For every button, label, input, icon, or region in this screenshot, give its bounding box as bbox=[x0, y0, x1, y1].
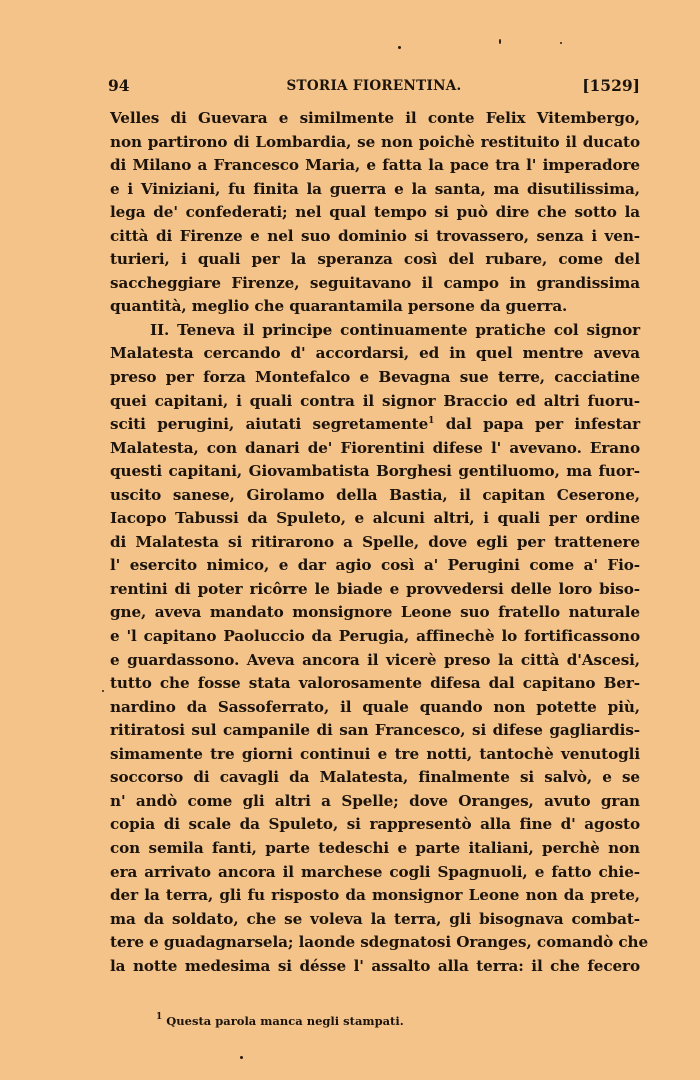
running-title: STORIA FIORENTINA. bbox=[286, 78, 462, 94]
text-line: copia di scale da Spuleto, si rappresentò alla fine d' agosto bbox=[110, 815, 640, 834]
text-line: Velles di Guevara e similmente il conte Felix Vitembergo, bbox=[110, 109, 640, 127]
text-line: tutto che fosse stata valorosamente difesa dal capitano Ber- bbox=[110, 674, 640, 693]
text-line: soccorso di cavagli da Malatesta, finalmente si salvò, e se bbox=[110, 768, 640, 787]
paragraph bbox=[110, 107, 640, 319]
ink-speck bbox=[398, 46, 401, 49]
text-line: gne, aveva mandato monsignore Leone suo fratello naturale bbox=[110, 603, 640, 622]
text-line: simamente tre giorni continui e tre notti, tantochè venutogli bbox=[110, 744, 640, 763]
text-line: II. Teneva il principe continuamente pratiche col signor bbox=[150, 320, 640, 339]
text-line: n' andò come gli altri a Spelle; dove Oranges, avuto gran bbox=[110, 791, 640, 810]
text-line: e 'l capitano Paoluccio da Perugia, affinechè lo fortificassono bbox=[110, 627, 640, 646]
text-line: turieri, i quali per la speranza così del rubare, come del bbox=[110, 250, 640, 269]
text-line: Malatesta, con danari de' Fiorentini difese l' avevano. Erano bbox=[110, 438, 640, 457]
text-line: saccheggiare Firenze, seguitavano il campo in grandissima bbox=[110, 273, 640, 292]
text-line: e guardassono. Aveva ancora il vicerè preso la città d'Ascesi, bbox=[110, 650, 640, 669]
text-line: lega de' confederati; nel qual tempo si può dire che sotto la bbox=[110, 203, 640, 222]
text-line: quantità, meglio che quarantamila persone da guerra. bbox=[110, 297, 568, 316]
text-line: der la terra, gli fu risposto da monsignor Leone non da prete, bbox=[110, 886, 640, 905]
footnote bbox=[156, 1014, 636, 1028]
text-line: nardino da Sassoferrato, il quale quando non potette più, bbox=[110, 697, 640, 716]
footnote-text: Questa parola manca negli stampati. bbox=[166, 1014, 404, 1028]
footnote-ref[interactable]: 1 bbox=[428, 416, 435, 427]
body-text bbox=[110, 107, 649, 978]
ink-speck bbox=[560, 42, 562, 44]
text-line: ma da soldato, che se voleva la terra, gli bisognava combat- bbox=[110, 909, 640, 928]
ink-speck bbox=[499, 39, 501, 44]
text-line: era arrivato ancora il marchese cogli Spagnuoli, e fatto chie- bbox=[110, 862, 640, 881]
ink-speck bbox=[102, 690, 104, 692]
text-line: rentini di poter ricôrre le biade e provvedersi delle loro biso- bbox=[110, 579, 640, 598]
text-line: l' esercito nimico, e dar agio così a' Perugini come a' Fio- bbox=[110, 556, 640, 575]
footnote-marker: 1 bbox=[156, 1012, 163, 1022]
text-line: e i Viniziani, fu finita la guerra e la santa, ma disutilissima, bbox=[110, 179, 640, 198]
text-line: ritiratosi sul campanile di san Francesco, si difese gagliardis- bbox=[110, 721, 640, 740]
text-line: di Malatesta si ritirarono a Spelle, dove egli per trattenere bbox=[110, 532, 640, 551]
text-line: con semila fanti, parte tedeschi e parte italiani, perchè non bbox=[110, 838, 640, 857]
running-header bbox=[108, 76, 640, 98]
year-marker: [1529] bbox=[582, 76, 640, 95]
text-line: tere e guadagnarsela; laonde sdegnatosi Oranges, comandò che bbox=[110, 933, 649, 952]
text-line: non partirono di Lombardia, se non poichè restituito il ducato bbox=[110, 132, 640, 151]
scan-watermark-logo bbox=[532, 1060, 612, 1080]
text-line: sciti perugini, aiutati segretamente$^1$ dal papa per infestar bbox=[110, 415, 640, 434]
text-line: quei capitani, i quali contra il signor Braccio ed altri fuoru- bbox=[110, 391, 640, 410]
text-line: la notte medesima si désse l' assalto alla terra: il che fecero bbox=[110, 956, 640, 975]
page-number: 94 bbox=[108, 76, 130, 95]
text-line: di Milano a Francesco Maria, e fatta la pace tra l' imperadore bbox=[110, 156, 640, 175]
text-line: preso per forza Montefalco e Bevagna sue terre, cacciatine bbox=[110, 368, 640, 387]
text-line: uscito sanese, Girolamo della Bastia, il capitan Ceserone, bbox=[110, 485, 640, 504]
text-line: Malatesta cercando d' accordarsi, ed in quel mentre aveva bbox=[110, 344, 640, 363]
text-line: Iacopo Tabussi da Spuleto, e alcuni altri, i quali per ordine bbox=[110, 509, 640, 528]
ink-speck bbox=[240, 1056, 243, 1059]
text-line: città di Firenze e nel suo dominio si trovassero, senza i ven- bbox=[110, 226, 640, 245]
text-line: questi capitani, Giovambatista Borghesi gentiluomo, ma fuor- bbox=[110, 462, 640, 481]
paragraph bbox=[110, 319, 649, 978]
